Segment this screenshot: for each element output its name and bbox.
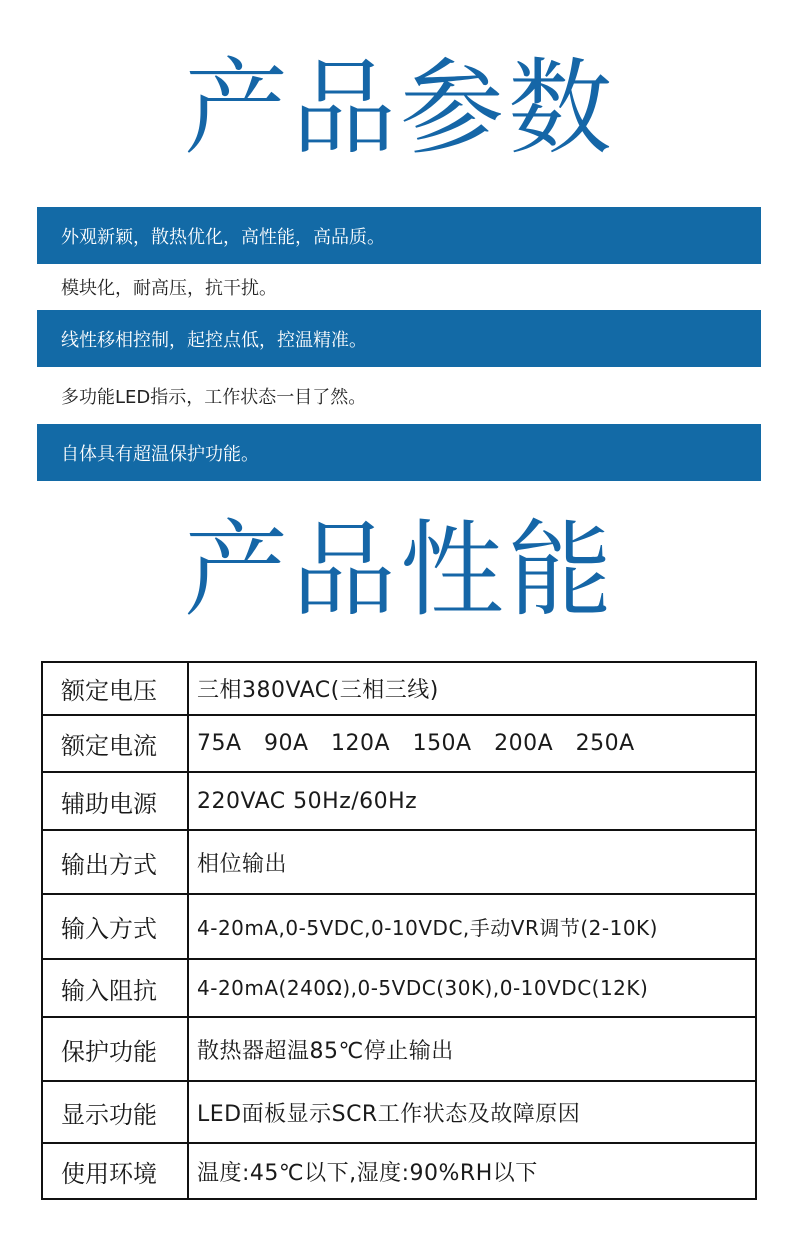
row-label: 额定电流 xyxy=(42,715,188,772)
feature-row-2: 模块化，耐高压，抗干扰。 xyxy=(61,278,277,299)
row-label: 输入阻抗 xyxy=(42,959,188,1017)
table-row xyxy=(42,772,756,830)
table-row xyxy=(42,894,756,959)
table-row xyxy=(42,662,756,715)
row-value: 散热器超温85℃停止输出 xyxy=(188,1017,756,1081)
row-value: 三相380VAC(三相三线) xyxy=(188,662,756,715)
row-label: 辅助电源 xyxy=(42,772,188,830)
row-label: 输出方式 xyxy=(42,830,188,894)
performance-table xyxy=(41,661,757,1200)
row-value: LED面板显示SCR工作状态及故障原因 xyxy=(188,1081,756,1143)
table-row xyxy=(42,715,756,772)
section-title-performance: 产品性能 xyxy=(183,509,616,631)
feature-row-3: 线性移相控制，起控点低，控温精准。 xyxy=(37,310,761,367)
row-label: 保护功能 xyxy=(42,1017,188,1081)
table-row xyxy=(42,1081,756,1143)
feature-row-5: 自体具有超温保护功能。 xyxy=(37,424,761,481)
row-value: 75A 90A 120A 150A 200A 250A xyxy=(188,715,756,772)
row-label: 使用环境 xyxy=(42,1143,188,1199)
row-value: 4-20mA(240Ω),0-5VDC(30K),0-10VDC(12K) xyxy=(188,959,756,1017)
row-value: 相位输出 xyxy=(188,830,756,894)
row-value: 温度:45℃以下,湿度:90%RH以下 xyxy=(188,1143,756,1199)
table-row xyxy=(42,830,756,894)
table-row xyxy=(42,959,756,1017)
row-label: 显示功能 xyxy=(42,1081,188,1143)
table-row xyxy=(42,1143,756,1199)
row-label: 额定电压 xyxy=(42,662,188,715)
table-row xyxy=(42,1017,756,1081)
row-label: 输入方式 xyxy=(42,894,188,959)
row-value: 220VAC 50Hz/60Hz xyxy=(188,772,756,830)
section-title-params: 产品参数 xyxy=(183,47,616,169)
row-value: 4-20mA,0-5VDC,0-10VDC,手动VR调节(2-10K) xyxy=(188,894,756,959)
feature-row-1: 外观新颖，散热优化，高性能，高品质。 xyxy=(37,207,761,264)
feature-row-4: 多功能LED指示，工作状态一目了然。 xyxy=(61,386,367,408)
